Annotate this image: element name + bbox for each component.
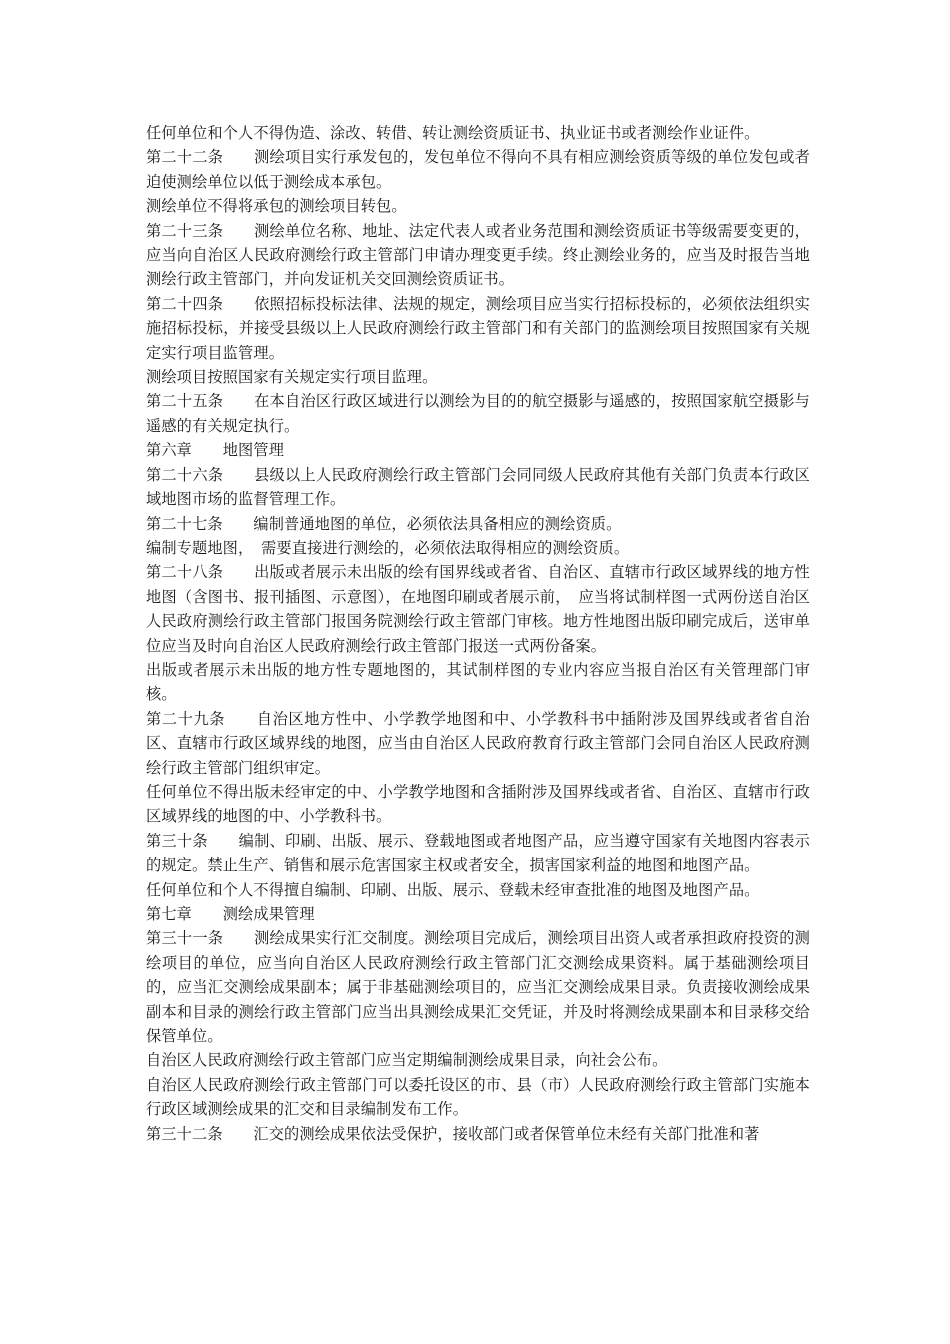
paragraph-text: 自治区人民政府测绘行政主管部门应当定期编制测绘成果目录，向社会公布。 bbox=[146, 1051, 668, 1070]
paragraph-text: 编制专题地图， 需要直接进行测绘的，必须依法取得相应的测绘资质。 bbox=[146, 538, 630, 557]
paragraph bbox=[146, 560, 810, 658]
paragraph bbox=[146, 219, 810, 292]
paragraph bbox=[146, 1073, 810, 1122]
paragraph-text: 任何单位不得出版未经审定的中、小学教学地图和含插附涉及国界线或者省、自治区、直辖市行政区域界线的地图的中、小学教科书。 bbox=[146, 782, 810, 826]
chapter-title: 测绘成果管理 bbox=[222, 905, 315, 923]
paragraph bbox=[146, 926, 810, 1048]
article-label: 第二十九条 bbox=[146, 709, 257, 728]
paragraph bbox=[146, 463, 810, 512]
article-label: 第三十一条 bbox=[146, 929, 255, 948]
paragraph-text: 出版或者展示未出版的绘有国界线或者省、自治区、直辖市行政区域界线的地方性地图（含图书、报刊插图、示意图），在地图印刷或者展示前， 应当将试制样图一式两份送自治区人民政府测绘行政主管部门报国务院测绘行政主管部门审核。地方性地图出版印刷完成后，送审单位应当及时向自治区人民政府测绘行政主管部门报送一式两份备案。 bbox=[146, 563, 810, 655]
paragraph bbox=[146, 878, 810, 902]
paragraph bbox=[146, 1048, 810, 1072]
document-page bbox=[146, 121, 810, 1146]
article-label: 第二十三条 bbox=[146, 221, 255, 240]
paragraph bbox=[146, 194, 810, 218]
chapter-label: 第六章 bbox=[146, 441, 223, 460]
article-label: 第二十五条 bbox=[146, 392, 255, 411]
paragraph bbox=[146, 292, 810, 365]
chapter-heading bbox=[146, 902, 810, 926]
paragraph-text: 编制普通地图的单位，必须依法具备相应的测绘资质。 bbox=[253, 514, 622, 533]
article-label: 第二十四条 bbox=[146, 294, 255, 313]
paragraph-text: 测绘单位名称、地址、法定代表人或者业务范围和测绘资质证书等级需要变更的，应当向自治区人民政府测绘行政主管部门申请办理变更手续。终止测绘业务的，应当及时报告当地测绘行政主管部门，并向发证机关交回测绘资质证书。 bbox=[146, 221, 810, 289]
paragraph-text: 县级以上人民政府测绘行政主管部门会同同级人民政府其他有关部门负责本行政区域地图市场的监督管理工作。 bbox=[146, 465, 810, 509]
article-label: 第二十二条 bbox=[146, 148, 255, 167]
paragraph-text: 测绘项目实行承发包的，发包单位不得向不具有相应测绘资质等级的单位发包或者迫使测绘单位以低于测绘成本承包。 bbox=[146, 148, 810, 191]
paragraph-text: 出版或者展示未出版的地方性专题地图的，其试制样图的专业内容应当报自治区有关管理部门审核。 bbox=[146, 660, 810, 704]
paragraph bbox=[146, 121, 810, 145]
paragraph bbox=[146, 389, 810, 438]
paragraph-text: 任何单位和个人不得伪造、涂改、转借、转让测绘资质证书、执业证书或者测绘作业证件。 bbox=[146, 124, 760, 142]
paragraph-text: 依照招标投标法律、法规的规定，测绘项目应当实行招标投标的，必须依法组织实施招标投标，并接受县级以上人民政府测绘行政主管部门和有关部门的监测绘项目按照国家有关规定实行项目监管理。 bbox=[146, 294, 810, 362]
article-label: 第二十七条 bbox=[146, 514, 254, 533]
paragraph bbox=[146, 707, 810, 780]
paragraph bbox=[146, 829, 810, 878]
article-label: 第二十八条 bbox=[146, 563, 255, 582]
paragraph bbox=[146, 536, 810, 560]
paragraph-text: 测绘项目按照国家有关规定实行项目监理。 bbox=[146, 368, 438, 387]
paragraph bbox=[146, 658, 810, 707]
paragraph bbox=[146, 145, 810, 194]
chapter-heading bbox=[146, 438, 810, 462]
paragraph bbox=[146, 365, 810, 389]
paragraph-text: 测绘单位不得将承包的测绘项目转包。 bbox=[146, 197, 407, 216]
paragraph-text: 在本自治区行政区域进行以测绘为目的的航空摄影与遥感的，按照国家航空摄影与遥感的有关规定执行。 bbox=[146, 392, 810, 435]
chapter-title: 地图管理 bbox=[222, 441, 285, 460]
paragraph bbox=[146, 780, 810, 829]
paragraph bbox=[146, 512, 810, 536]
paragraph-text: 汇交的测绘成果依法受保护，接收部门或者保管单位未经有关部门批准和著 bbox=[253, 1124, 760, 1143]
paragraph-text: 测绘成果实行汇交制度。测绘项目完成后，测绘项目出资人或者承担政府投资的测绘项目的单位，应当向自治区人民政府测绘行政主管部门汇交测绘成果资料。属于基础测绘项目的，应当汇交测绘成果副本；属于非基础测绘项目的，应当汇交测绘成果目录。负责接收测绘成果副本和目录的测绘行政主管部门应当出具测绘成果汇交凭证，并及时将测绘成果副本和目录移交给保管单位。 bbox=[146, 929, 810, 1046]
paragraph-text: 编制、印刷、出版、展示、登载地图或者地图产品，应当遵守国家有关地图内容表示的规定。禁止生产、销售和展示危害国家主权或者安全，损害国家利益的地图和地图产品。 bbox=[146, 831, 810, 875]
paragraph-text: 任何单位和个人不得擅自编制、印刷、出版、展示、登载未经审查批准的地图及地图产品。 bbox=[146, 880, 760, 899]
chapter-label: 第七章 bbox=[146, 905, 223, 923]
paragraph bbox=[146, 1122, 810, 1146]
article-label: 第三十条 bbox=[146, 831, 239, 850]
article-label: 第二十六条 bbox=[146, 465, 255, 484]
article-label: 第三十二条 bbox=[146, 1124, 254, 1143]
paragraph-text: 自治区地方性中、小学教学地图和中、小学教科书中插附涉及国界线或者省自治区、直辖市行政区域界线的地图，应当由自治区人民政府教育行政主管部门会同自治区人民政府测绘行政主管部门组织审定。 bbox=[146, 709, 810, 777]
paragraph-text: 自治区人民政府测绘行政主管部门可以委托设区的市、县（市）人民政府测绘行政主管部门实施本行政区域测绘成果的汇交和目录编制发布工作。 bbox=[146, 1075, 810, 1119]
